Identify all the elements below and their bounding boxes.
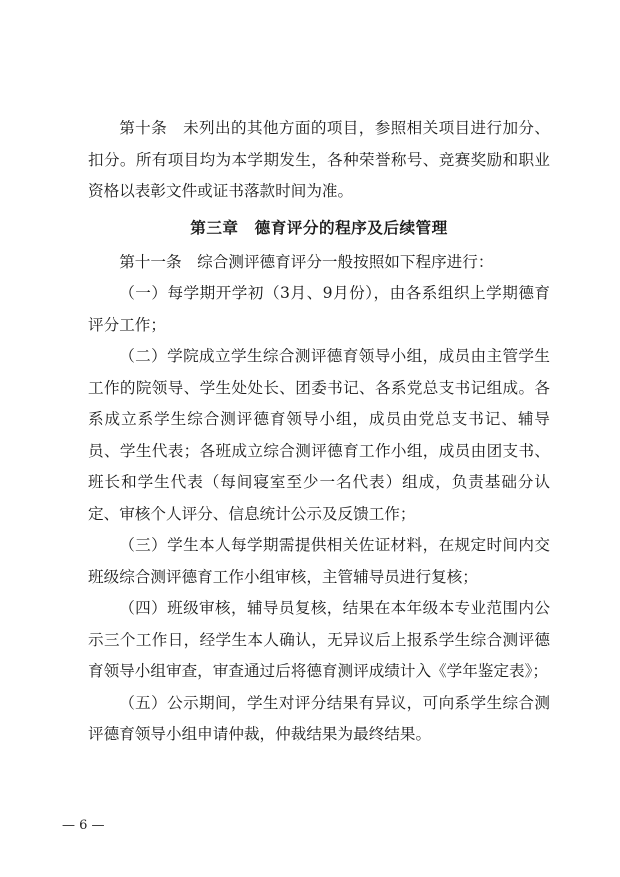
procedure-item-5: （五）公示期间，学生对评分结果有异议，可向系学生综合测评德育领导小组申请仲裁，仲裁结果为最终结果。 <box>88 693 550 743</box>
procedure-item-2: （二）学院成立学生综合测评德育领导小组，成员由主管学生工作的院领导、学生处处长、团委书记、各系党总支书记组成。各系成立系学生综合测评德育领导小组，成员由党总支书记、辅导员、学生代表；各班成立综合测评德育工作小组，成员由团支书、班长和学生代表（每间寝室至少一名代表）组成，负责基础分认定、审核个人评分、信息统计公示及反馈工作； <box>88 347 550 523</box>
procedure-item-3: （三）学生本人每学期需提供相关佐证材料，在规定时间内交班级综合测评德育工作小组审核，主管辅导员进行复核； <box>88 536 550 586</box>
procedure-item-4: （四）班级审核，辅导员复核，结果在本年级本专业范围内公示三个工作日，经学生本人确认，无异议后上报系学生综合测评德育领导小组审查，审查通过后将德育测评成绩计入《学年鉴定表》； <box>88 599 550 680</box>
document-body <box>88 113 550 751</box>
article-10-paragraph: 第十条 未列出的其他方面的项目，参照相关项目进行加分、扣分。所有项目均为本学期发生，各种荣誉称号、竞赛奖励和职业资格以表彰文件或证书落款时间为准。 <box>88 119 550 200</box>
page-number: — 6 — <box>62 818 105 833</box>
procedure-item-1: （一）每学期开学初（3月、9月份），由各系组织上学期德育评分工作； <box>88 284 550 334</box>
chapter-title: 第三章 德育评分的程序及后续管理 <box>190 218 448 237</box>
article-11-paragraph: 第十一条 综合测评德育评分一般按照如下程序进行： <box>119 252 494 271</box>
